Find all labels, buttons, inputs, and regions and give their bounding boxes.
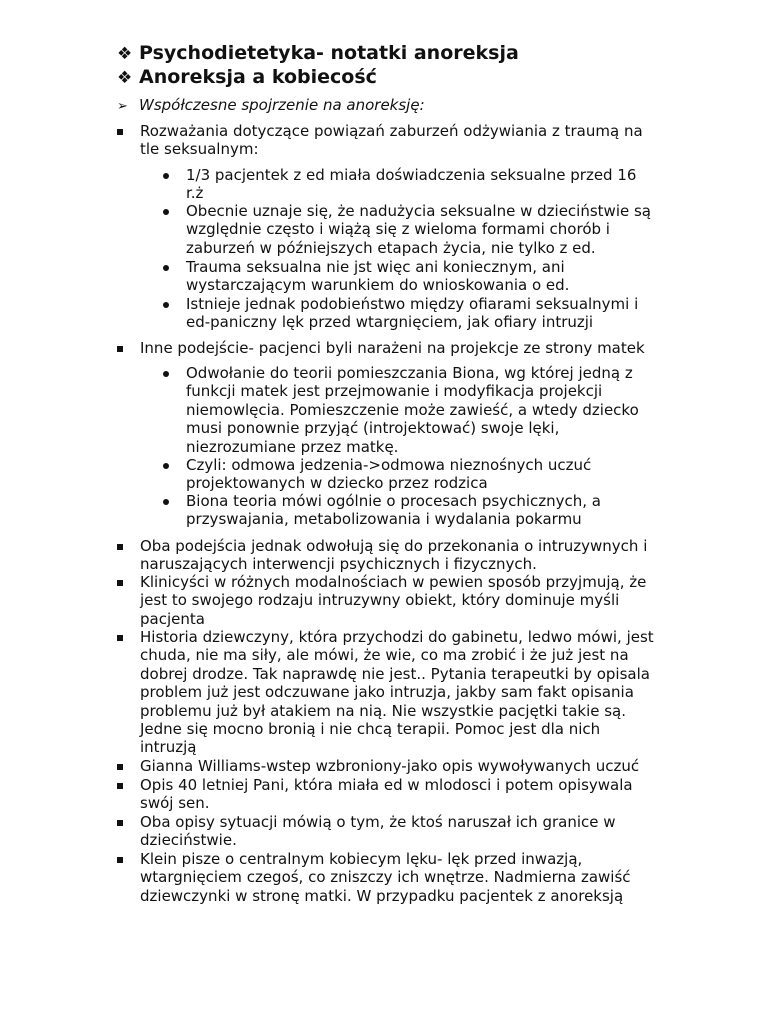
round-bullet-icon	[163, 371, 169, 377]
list-item-line: względnie często i wiążą się z wieloma formami chorób i	[186, 220, 610, 239]
list-item-line: 1/3 pacjentek z ed miała doświadczenia seksualne przed 16	[186, 166, 637, 184]
list-item-line: Obecnie uznaje się, że nadużycia seksualne w dzieciństwie są	[186, 202, 651, 220]
list-item-line: intruzją	[140, 738, 197, 757]
list-item-line: jest to swojego rodzaju intruzywny obiekt, który dominuje myśli	[140, 591, 620, 610]
list-item	[140, 122, 680, 159]
square-bullet-icon	[117, 544, 123, 550]
list-item-line: Opis 40 letniej Pani, która miała ed w mlodosci i potem opisywala	[140, 776, 633, 794]
list-item	[140, 628, 680, 757]
list-item-line: r.ż	[186, 184, 204, 203]
square-bullet-icon	[117, 129, 123, 135]
title-heading-2	[117, 65, 377, 90]
diamond-bullet-icon: ❖	[117, 44, 133, 64]
list-item-line: Odwołanie do teorii pomieszczania Biona, wg której jedną z	[186, 364, 633, 382]
section-text: Współczesne spojrzenie na anoreksję:	[139, 96, 425, 114]
sub-list-item	[186, 364, 671, 456]
list-item	[140, 573, 680, 628]
sub-list-item	[186, 492, 671, 529]
list-item-line: dzieciństwie.	[140, 831, 237, 850]
list-item-line: Historia dziewczyny, która przychodzi do gabinetu, ledwo mówi, jest	[140, 628, 654, 646]
list-item-line: Rozważania dotyczące powiązań zaburzeń odżywiania z traumą na	[140, 122, 643, 140]
list-item-line: Czyli: odmowa jedzenia->odmowa nieznośnych uczuć	[186, 456, 592, 474]
list-item-line: dobrej drodze. Tak naprawdę nie jest.. Pytania terapeutki by opisala	[140, 664, 650, 683]
list-item-line: wtargnięciem czegoś, co zniszczy ich wnętrze. Nadmierna zawiść	[140, 868, 631, 887]
list-item-line: tle seksualnym:	[140, 140, 259, 159]
list-item	[140, 776, 680, 813]
list-item-line: Klinicyści w różnych modalnościach w pewien sposób przyjmują, że	[140, 573, 647, 591]
list-item-line: musi ponownie przyjąć (introjektować) swoje lęki,	[186, 419, 560, 438]
list-item-line: wystarczającym warunkiem do wnioskowania o ed.	[186, 276, 570, 295]
list-item-line: pacjenta	[140, 609, 205, 628]
list-item-line: chuda, nie ma siły, ale mówi, że wie, co ma zrobić i że już jest na	[140, 646, 629, 665]
list-item	[140, 339, 680, 357]
square-bullet-icon	[117, 820, 123, 826]
list-item-line: funkcji matek jest przejmowanie i modyfikacja projekcji	[186, 382, 603, 401]
section-subheading	[117, 95, 425, 117]
square-bullet-icon	[117, 783, 123, 789]
list-item-line: niezrozumiane przez matkę.	[186, 437, 399, 456]
diamond-bullet-icon: ❖	[117, 68, 133, 88]
list-item-line: przyswajania, metabolizowania i wydalania pokarmu	[186, 510, 582, 529]
list-item-line: dziewczynki w stronę matki. W przypadku pacjentek z anoreksją	[140, 886, 624, 905]
list-item	[140, 757, 680, 775]
sub-list-item	[186, 456, 671, 493]
round-bullet-icon	[163, 302, 169, 308]
list-item-line: Oba opisy sytuacji mówią o tym, że ktoś naruszał ich granice w	[140, 813, 616, 831]
round-bullet-icon	[163, 173, 169, 179]
arrow-bullet-icon: ➢	[117, 99, 128, 114]
list-item-line: Klein pisze o centralnym kobiecym lęku- lęk przed inwazją,	[140, 850, 583, 868]
square-bullet-icon	[117, 346, 123, 352]
title-heading-1	[117, 41, 519, 66]
list-item-line: Gianna Williams-wstep wzbroniony-jako opis wywoływanych uczuć	[140, 757, 640, 775]
list-item-line: Oba podejścia jednak odwołują się do przekonania o intruzywnych i	[140, 537, 648, 555]
list-item-line: problemu już był atakiem na nią. Nie wszystkie pacjętki takie są.	[140, 701, 627, 720]
sub-list-item	[186, 202, 671, 257]
round-bullet-icon	[163, 209, 169, 215]
round-bullet-icon	[163, 499, 169, 505]
list-item-line: naruszających interwencji psychicznych i fizycznych.	[140, 555, 537, 574]
list-item	[140, 537, 680, 574]
list-item-line: problem już jest odczuwane jako intruzja, jakby sam fakt opisania	[140, 683, 634, 702]
list-item-line: projektowanych w dziecko przez rodzica	[186, 474, 488, 493]
list-item	[140, 850, 680, 905]
list-item-line: Biona teoria mówi ogólnie o procesach psychicznych, a	[186, 492, 601, 510]
round-bullet-icon	[163, 265, 169, 271]
square-bullet-icon	[117, 635, 123, 641]
title-2-text: Anoreksja a kobiecość	[139, 66, 377, 88]
list-item-line: Inne podejście- pacjenci byli narażeni na projekcje ze strony matek	[140, 339, 645, 357]
round-bullet-icon	[163, 463, 169, 469]
square-bullet-icon	[117, 857, 123, 863]
list-item-line: ed-paniczny lęk przed wtargnięciem, jak ofiary intruzji	[186, 313, 594, 332]
list-item-line: zaburzeń w późniejszych etapach życia, nie tylko z ed.	[186, 238, 596, 257]
list-item-line: Trauma seksualna nie jst więc ani koniecznym, ani	[186, 258, 565, 276]
title-1-text: Psychodietetyka- notatki anoreksja	[139, 42, 519, 64]
list-item-line: niemowlęcia. Pomieszczenie może zawieść, a wtedy dziecko	[186, 400, 639, 419]
sub-list-item	[186, 295, 671, 332]
square-bullet-icon	[117, 764, 123, 770]
list-item	[140, 813, 680, 850]
list-item-line: swój sen.	[140, 794, 210, 813]
square-bullet-icon	[117, 580, 123, 586]
list-item-line: Jedne się mocno bronią i nie chcą terapii. Pomoc jest dla nich	[140, 720, 601, 739]
sub-list-item	[186, 258, 671, 295]
sub-list-item	[186, 166, 671, 203]
list-item-line: Istnieje jednak podobieństwo między ofiarami seksualnymi i	[186, 295, 639, 313]
